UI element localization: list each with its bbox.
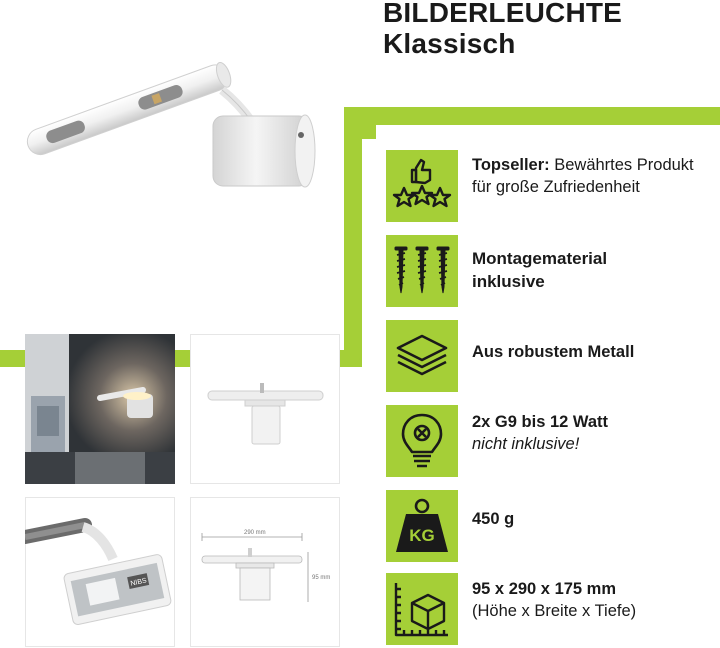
feature-icon-weight: [386, 490, 458, 562]
feature-bold-dimensions: 95 x 290 x 175 mm: [472, 580, 617, 598]
feature-note-bulb: nicht inklusive!: [472, 435, 580, 453]
feature-text-weight: [472, 508, 717, 530]
feature-text-mounting: [472, 247, 632, 293]
feature-text-dimensions: [472, 578, 717, 622]
room-photo-image: [25, 334, 175, 484]
feature-bold-bulb: 2x G9 bis 12 Watt: [472, 413, 609, 431]
feature-bold-mounting: Montagematerial inklusive: [472, 249, 608, 291]
screws-icon: [392, 241, 452, 301]
lamp-label-text: NIBS: [129, 577, 148, 588]
bulb-icon: [392, 411, 452, 471]
feature-bold-metal: Aus robustem Metall: [472, 343, 635, 361]
feature-text-topseller: [472, 154, 717, 198]
dimension-width-label: 290 mm: [244, 530, 266, 536]
metal-layers-icon: [392, 326, 452, 386]
thumbnail-detail-view[interactable]: [25, 497, 175, 647]
feature-bold-topseller: Topseller:: [472, 156, 550, 174]
title-line-2: Klassisch: [383, 28, 516, 59]
thumbnail-front-view[interactable]: [190, 334, 340, 484]
feature-text-metal: [472, 341, 717, 363]
feature-bold-weight: 450 g: [472, 510, 515, 528]
weight-icon: [392, 496, 452, 556]
box-dimensions-icon: [392, 579, 452, 639]
detail-view-image: [25, 497, 175, 647]
accent-line-top: [358, 107, 720, 125]
feature-desc-dimensions: (Höhe x Breite x Tiefe): [472, 602, 637, 620]
thumbs-up-stars-icon: [392, 156, 452, 216]
feature-text-bulb: [472, 411, 717, 455]
dimension-drawing: [190, 497, 340, 647]
product-hero-image: [20, 50, 340, 250]
feature-icon-dimensions: [386, 573, 458, 645]
feature-icon-metal: [386, 320, 458, 392]
feature-icon-topseller: [386, 150, 458, 222]
thumbnail-room-photo[interactable]: [25, 334, 175, 484]
dimension-height-label: 95 mm: [312, 575, 331, 581]
thumbnail-dimensions[interactable]: [190, 497, 340, 647]
feature-icon-bulb: [386, 405, 458, 477]
accent-line-vertical: [344, 107, 362, 367]
product-title: [383, 0, 622, 59]
front-view-image: [190, 334, 340, 484]
feature-icon-mounting: [386, 235, 458, 307]
title-line-1: BILDERLEUCHTE: [383, 0, 623, 28]
weight-icon-label: KG: [409, 526, 435, 545]
feature-desc-topseller: Bewährtes Produkt für große Zufriedenheit: [472, 156, 694, 196]
